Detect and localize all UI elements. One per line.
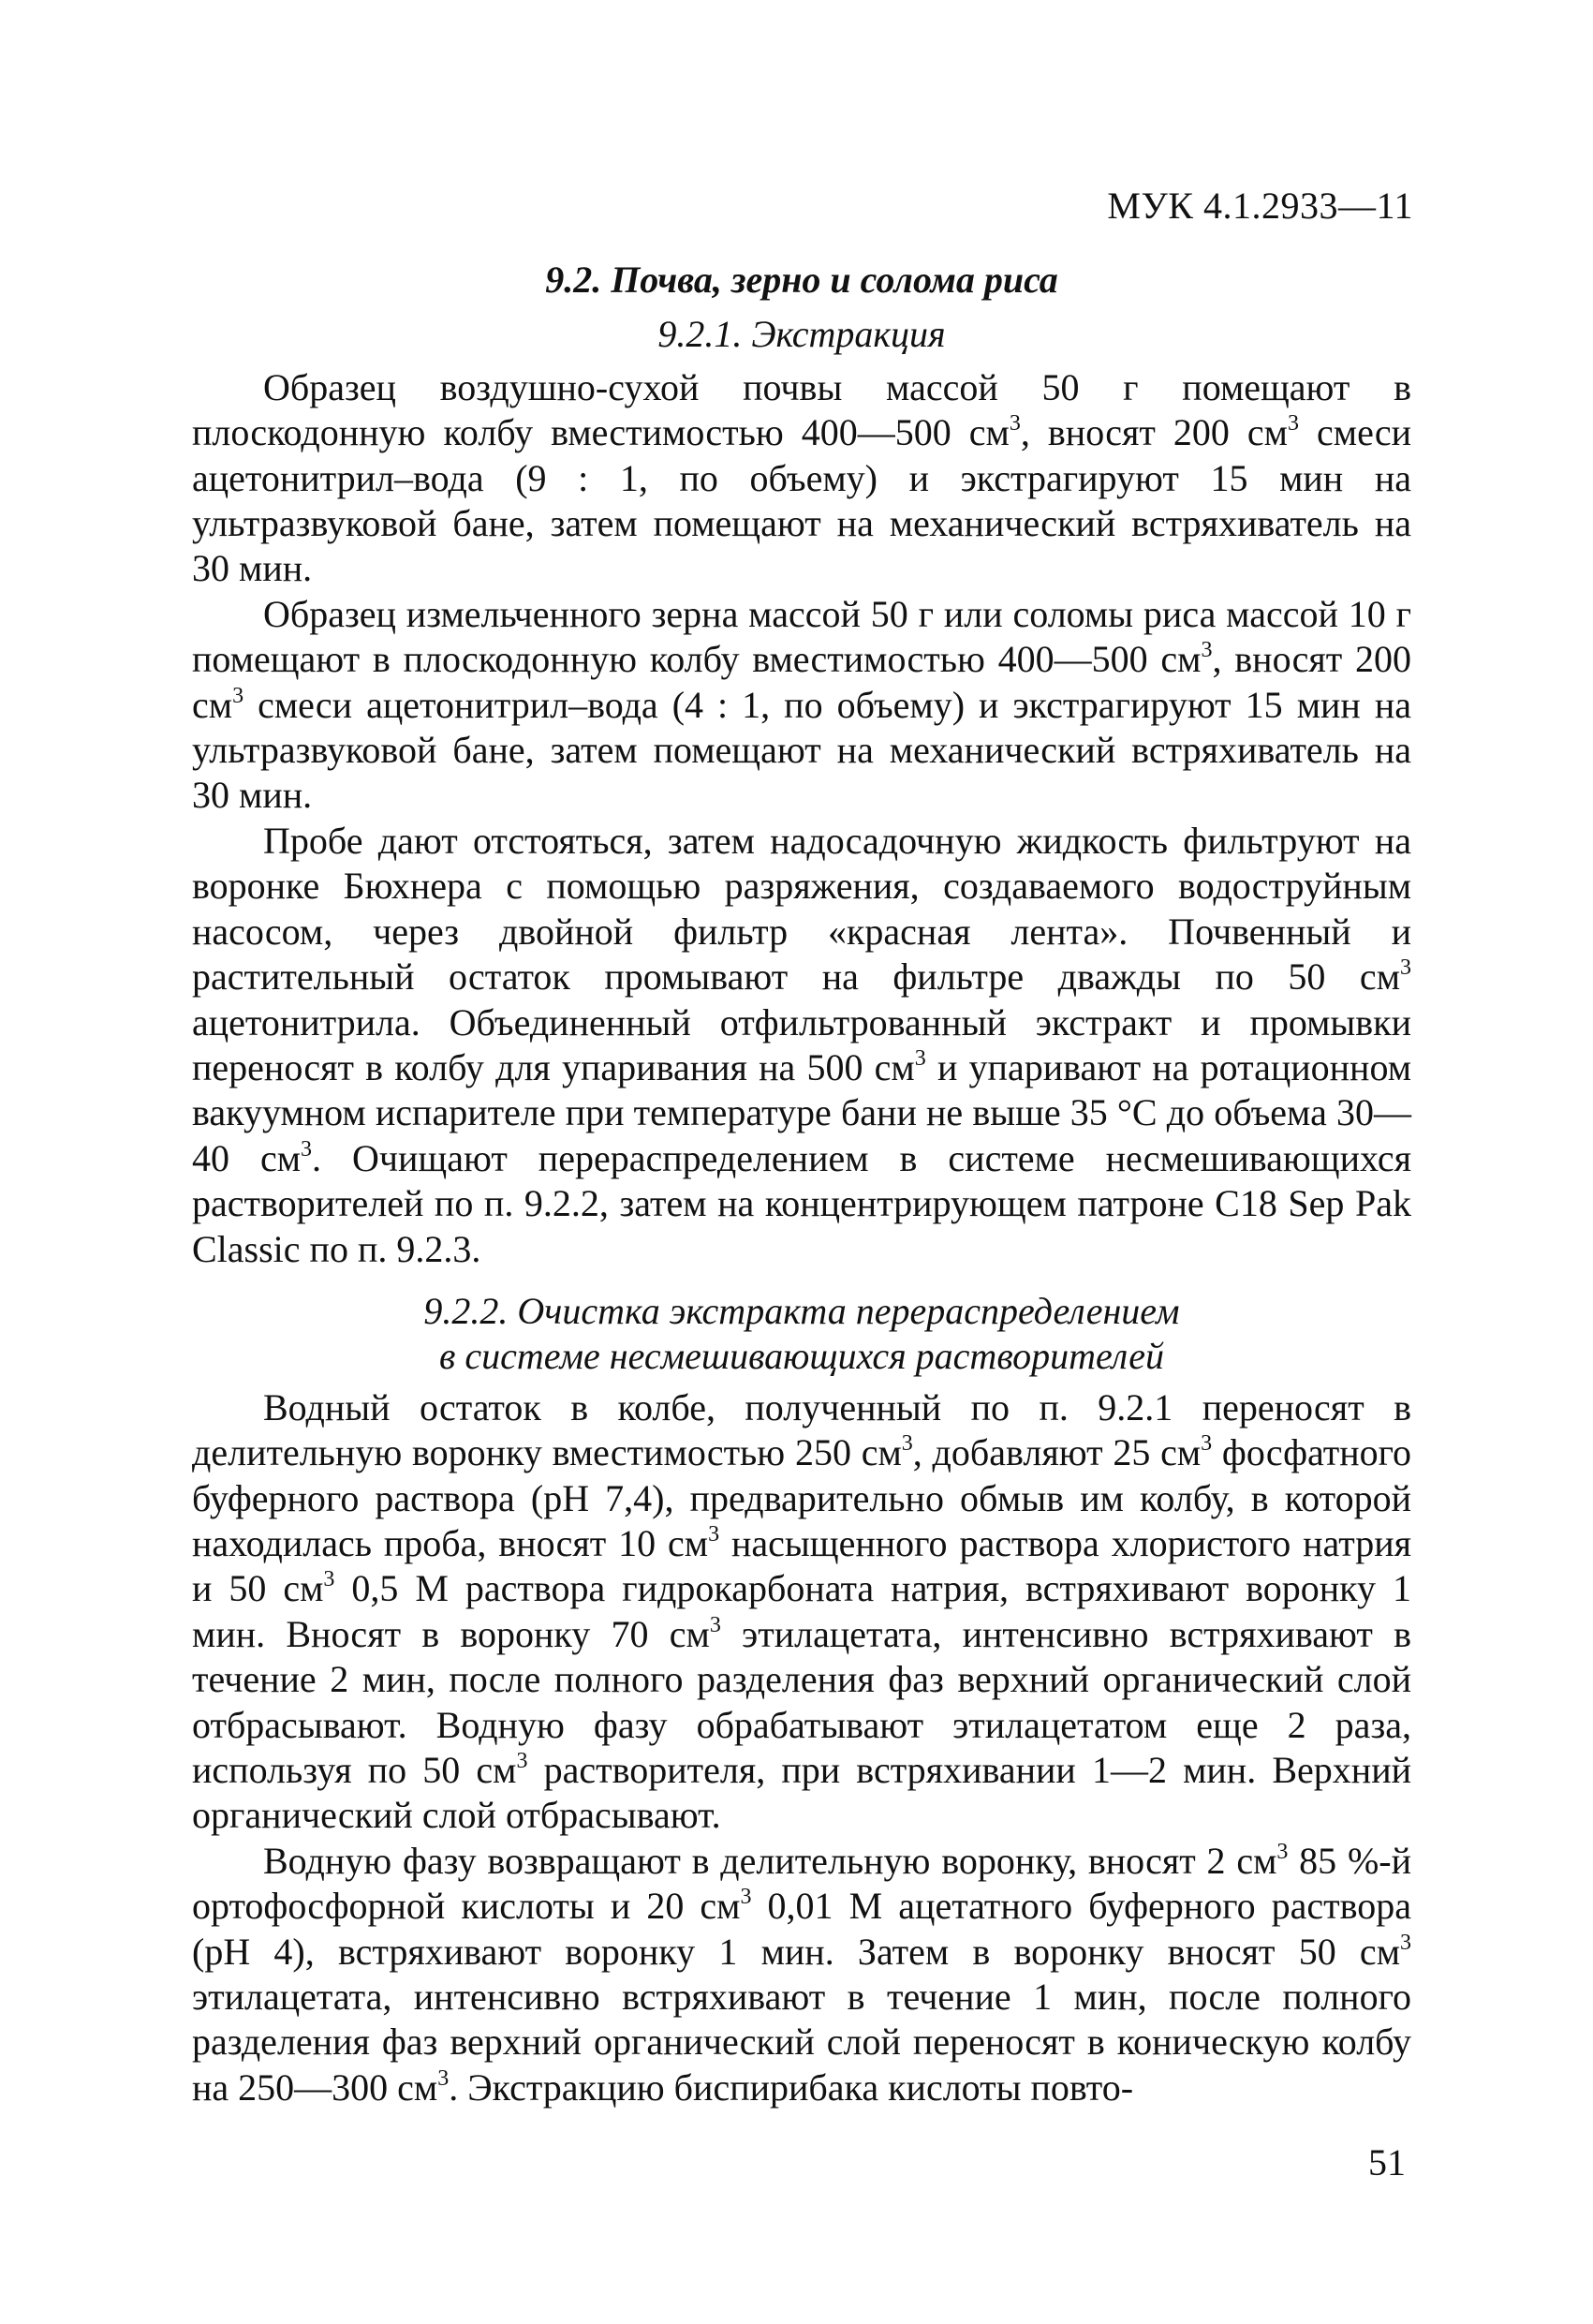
- subsection-title-cleanup-line1: 9.2.2. Очистка экстракта перераспределением: [423, 1289, 1180, 1332]
- subsection-title-extraction: 9.2.1. Экстракция: [657, 313, 946, 356]
- subsection-title-cleanup-line2: в системе несмешивающихся растворителей: [438, 1335, 1164, 1378]
- paragraph-filtration: Пробе дают отстояться, затем надосадочную жидкость фильтруют на воронке Бюхнера с помощью разряжения, создаваемого водоструйным насосом, через двойной фильтр «красная лента». Почвенный и растительный остаток промывают на фильтре дважды по 50 $см^3$ ацетонитрила. Объединенный отфильтрованный экстракт и промывки переносят в колбу для упаривания на 500 $см^3$ и упаривают на ротационном вакуумном испарителе при температуре бани не выше 35 °С до объема 30—40 $см^3$. Очищают перераспределением в системе несмешивающихся растворителей по п. 9.2.2, затем на концентрирующем патроне C18 Sep Pak Classic по п. 9.2.3.: [192, 819, 1412, 1270]
- paragraph-aqueous-residue: Водный остаток в колбе, полученный по п. 9.2.1 переносят в делительную воронку вместимостью 250 $см^3$, добавляют 25 $см^3$ фосфатного буферного раствора (рН 7,4), предварительно обмыв им колбу, в которой находилась проба, вносят 10 $см^3$ насыщенного раствора хлористого натрия и 50 $см^3$ 0,5 М раствора гидрокарбоната натрия, встряхивают воронку 1 мин. Вносят в воронку 70 $см^3$ этилацетата, интенсивно встряхивают в течение 2 мин, после полного разделения фаз верхний органический слой отбрасывают. Водную фазу обрабатывают этилацетатом еще 2 раза, используя по 50 $см^3$ растворителя, при встряхивании 1—2 мин. Верхний органический слой отбрасывают.: [192, 1385, 1412, 1837]
- subsection-title-cleanup: [192, 1289, 1411, 1380]
- section-title: 9.2. Почва, зерно и солома риса: [545, 259, 1058, 301]
- paragraph-aqueous-phase: Водную фазу возвращают в делительную воронку, вносят 2 $см^3$ 85 %-й ортофосфорной кислоты и 20 $см^3$ 0,01 М ацетатного буферного раствора (рН 4), встряхивают воронку 1 мин. Затем в воронку вносят 50 $см^3$ этилацетата, интенсивно встряхивают в течение 1 мин, после полного разделения фаз верхний органический слой переносят в коническую колбу на 250—300 $см^3$. Экстракцию биспирибака кислоты повто-: [192, 1839, 1412, 2109]
- paragraph-grain-sample: Образец измельченного зерна массой 50 г или соломы риса массой 10 г помещают в плоскодонную колбу вместимостью 400—500 $см^3$, вносят 200 $см^3$ смеси ацетонитрил–вода (4 : 1, по объему) и экстрагируют 15 мин на ультразвуковой бане, затем помещают на механический встряхиватель на 30 мин.: [192, 592, 1411, 817]
- page-number: 51: [1368, 2141, 1406, 2183]
- page-content: [192, 258, 1411, 2110]
- paragraph-soil-sample: Образец воздушно-сухой почвы массой 50 г помещают в плоскодонную колбу вместимостью 400—500 $см^3$, вносят 200 $см^3$ смеси ацетонитрил–вода (9 : 1, по объему) и экстрагируют 15 мин на ультразвуковой бане, затем помещают на механический встряхиватель на 30 мин.: [192, 365, 1411, 590]
- document-code-header: МУК 4.1.2933—11: [1107, 185, 1413, 227]
